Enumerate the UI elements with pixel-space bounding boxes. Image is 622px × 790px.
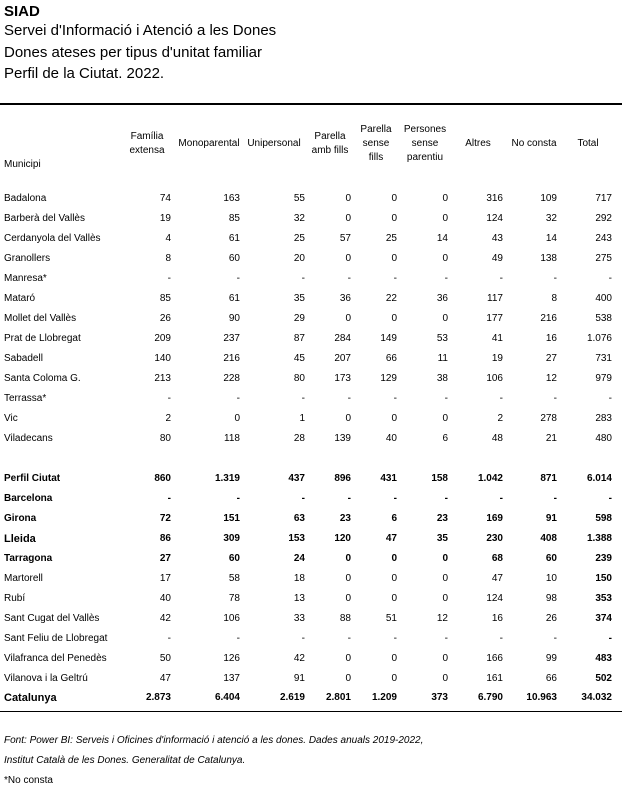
row-total-cell: 538: [595, 313, 612, 324]
table-cell: 0: [391, 253, 397, 264]
table-cell: 21: [545, 433, 557, 444]
table-cell: 61: [228, 293, 240, 304]
table-cell: 66: [545, 673, 557, 684]
table-cell: 166: [486, 653, 503, 664]
table-cell: 0: [345, 313, 351, 324]
table-cell: 309: [223, 533, 240, 544]
row-municipi: Catalunya: [4, 692, 57, 704]
column-header: Parella: [314, 131, 346, 142]
table-cell: 0: [442, 653, 448, 664]
row-municipi: Sant Feliu de Llobregat: [4, 633, 108, 644]
table-cell: 23: [339, 513, 351, 524]
table-cell: 18: [293, 573, 305, 584]
report-acronym: SIAD: [4, 3, 40, 20]
column-header: Parella: [360, 124, 392, 135]
table-cell: -: [347, 273, 351, 284]
row-total-cell: 400: [595, 293, 612, 304]
table-cell: 153: [288, 533, 305, 544]
row-municipi: Cerdanyola del Vallès: [4, 233, 101, 244]
table-cell: 19: [159, 213, 171, 224]
row-municipi: Lleida: [4, 533, 36, 545]
table-cell: 12: [436, 613, 448, 624]
table-cell: 0: [391, 593, 397, 604]
table-cell: 284: [334, 333, 351, 344]
table-top-rule: [0, 103, 622, 105]
table-cell: 91: [545, 513, 557, 524]
table-cell: 0: [391, 193, 397, 204]
table-cell: 53: [436, 333, 448, 344]
table-cell: 173: [334, 373, 351, 384]
table-cell: -: [393, 393, 397, 404]
table-cell: 55: [293, 193, 305, 204]
table-cell: 66: [385, 353, 397, 364]
row-total-cell: 1.076: [586, 333, 612, 344]
table-cell: 0: [442, 253, 448, 264]
table-cell: 17: [159, 573, 171, 584]
table-cell: 437: [288, 473, 305, 484]
row-total-cell: 6.014: [586, 473, 612, 484]
table-cell: 431: [380, 473, 397, 484]
table-cell: 316: [486, 193, 503, 204]
table-cell: 58: [228, 573, 240, 584]
row-municipi: Girona: [4, 513, 37, 524]
table-cell: -: [393, 633, 397, 644]
table-cell: 124: [486, 593, 503, 604]
table-cell: -: [347, 493, 351, 504]
table-cell: -: [393, 493, 397, 504]
table-cell: 1: [299, 413, 305, 424]
table-cell: 408: [540, 533, 557, 544]
table-cell: 42: [293, 653, 305, 664]
table-cell: 91: [293, 673, 305, 684]
column-header: Persones: [403, 124, 447, 135]
row-municipi: Santa Coloma G.: [4, 373, 81, 384]
column-header-municipi: Municipi: [4, 159, 41, 170]
row-municipi: Mataró: [4, 293, 36, 304]
table-cell: -: [553, 393, 557, 404]
table-cell: 0: [442, 553, 448, 564]
table-cell: 216: [223, 353, 240, 364]
row-municipi: Badalona: [4, 193, 47, 204]
table-cell: -: [301, 493, 305, 504]
table-cell: 0: [442, 593, 448, 604]
table-cell: -: [167, 493, 171, 504]
table-cell: 0: [442, 193, 448, 204]
table-cell: 216: [540, 313, 557, 324]
table-cell: 1.042: [477, 473, 503, 484]
column-header: No consta: [511, 138, 557, 149]
table-cell: -: [499, 493, 503, 504]
table-cell: 860: [154, 473, 171, 484]
table-bottom-rule: [0, 711, 622, 712]
table-cell: 158: [431, 473, 448, 484]
table-cell: 0: [391, 213, 397, 224]
table-cell: -: [444, 493, 448, 504]
row-total-cell: 353: [595, 593, 612, 604]
table-cell: 213: [154, 373, 171, 384]
table-cell: 68: [491, 553, 503, 564]
row-municipi: Barberà del Vallès: [4, 213, 85, 224]
table-cell: 99: [545, 653, 557, 664]
row-total-cell: -: [608, 273, 612, 284]
table-cell: 2.801: [325, 692, 351, 703]
table-cell: -: [236, 493, 240, 504]
table-cell: 85: [159, 293, 171, 304]
table-cell: 60: [228, 253, 240, 264]
table-cell: 6: [442, 433, 448, 444]
table-cell: 86: [159, 533, 171, 544]
column-header: Família: [130, 131, 164, 142]
table-cell: 35: [436, 533, 448, 544]
footnote: *No consta: [4, 775, 53, 786]
row-municipi: Viladecans: [4, 433, 53, 444]
row-total-cell: -: [608, 393, 612, 404]
table-cell: 19: [491, 353, 503, 364]
row-total-cell: 150: [595, 573, 612, 584]
row-total-cell: 483: [595, 653, 612, 664]
table-cell: 278: [540, 413, 557, 424]
table-cell: -: [553, 273, 557, 284]
table-cell: 25: [385, 233, 397, 244]
column-header: parentiu: [406, 152, 444, 163]
row-total-cell: 239: [595, 553, 612, 564]
row-total-cell: 502: [595, 673, 612, 684]
row-municipi: Mollet del Vallès: [4, 313, 77, 324]
table-cell: 12: [545, 373, 557, 384]
table-cell: 1.209: [371, 692, 397, 703]
table-cell: 0: [345, 553, 351, 564]
column-header: amb fills: [311, 145, 349, 156]
row-total-cell: 292: [595, 213, 612, 224]
row-municipi: Granollers: [4, 253, 51, 264]
table-cell: 137: [223, 673, 240, 684]
table-cell: 45: [293, 353, 305, 364]
table-cell: -: [167, 393, 171, 404]
source-line-2: Institut Català de les Dones. Generalitat de Catalunya.: [4, 755, 246, 766]
row-municipi: Vilafranca del Penedès: [4, 653, 107, 664]
table-cell: 209: [154, 333, 171, 344]
table-cell: -: [236, 393, 240, 404]
table-cell: 10: [545, 573, 557, 584]
row-total-cell: 717: [595, 193, 612, 204]
table-cell: 47: [159, 673, 171, 684]
table-cell: 0: [442, 413, 448, 424]
table-cell: 8: [165, 253, 171, 264]
table-cell: 0: [345, 193, 351, 204]
table-cell: -: [444, 633, 448, 644]
table-cell: 27: [159, 553, 171, 564]
table-cell: 0: [442, 673, 448, 684]
row-municipi: Perfil Ciutat: [4, 473, 61, 484]
table-cell: 16: [545, 333, 557, 344]
table-cell: -: [301, 633, 305, 644]
table-cell: 13: [293, 593, 305, 604]
table-cell: -: [236, 273, 240, 284]
table-cell: 0: [345, 213, 351, 224]
table-cell: 6.790: [477, 692, 503, 703]
table-cell: 129: [380, 373, 397, 384]
table-cell: 0: [442, 573, 448, 584]
row-total-cell: 34.032: [581, 692, 612, 703]
table-cell: 0: [442, 313, 448, 324]
table-cell: 49: [491, 253, 503, 264]
table-cell: 57: [339, 233, 351, 244]
table-cell: 2: [497, 413, 503, 424]
table-cell: -: [301, 393, 305, 404]
table-cell: 0: [391, 413, 397, 424]
table-cell: 63: [293, 513, 305, 524]
table-cell: 60: [545, 553, 557, 564]
table-cell: 80: [159, 433, 171, 444]
row-total-cell: 374: [595, 613, 612, 624]
table-cell: 2.873: [145, 692, 171, 703]
table-cell: 896: [334, 473, 351, 484]
table-cell: 163: [223, 193, 240, 204]
table-cell: 14: [545, 233, 557, 244]
table-cell: 230: [486, 533, 503, 544]
table-cell: 118: [224, 433, 240, 444]
table-cell: 124: [486, 213, 503, 224]
table-cell: 22: [385, 293, 397, 304]
table-cell: 6.404: [214, 692, 240, 703]
table-cell: -: [499, 273, 503, 284]
row-municipi: Vic: [4, 413, 18, 424]
table-cell: 0: [391, 313, 397, 324]
row-total-cell: 979: [595, 373, 612, 384]
table-cell: 43: [491, 233, 503, 244]
row-municipi: Terrassa*: [4, 393, 47, 404]
table-cell: 161: [486, 673, 503, 684]
table-cell: 32: [545, 213, 557, 224]
table-cell: 98: [545, 593, 557, 604]
table-cell: 38: [436, 373, 448, 384]
table-cell: 169: [486, 513, 503, 524]
table-cell: 78: [228, 593, 240, 604]
table-cell: 27: [545, 353, 557, 364]
table-cell: 47: [491, 573, 503, 584]
row-total-cell: 1.388: [586, 533, 612, 544]
table-cell: -: [553, 633, 557, 644]
table-cell: 42: [159, 613, 171, 624]
table-cell: 16: [491, 613, 503, 624]
table-cell: 1.319: [214, 473, 240, 484]
table-cell: 138: [540, 253, 557, 264]
row-total-cell: -: [608, 493, 612, 504]
table-cell: -: [236, 633, 240, 644]
table-cell: 2.619: [279, 692, 305, 703]
table-cell: -: [167, 273, 171, 284]
table-cell: 35: [293, 293, 305, 304]
table-cell: 207: [334, 353, 351, 364]
table-cell: 2: [165, 413, 171, 424]
table-cell: 106: [223, 613, 240, 624]
table-cell: 373: [431, 692, 448, 703]
table-cell: 25: [293, 233, 305, 244]
table-cell: 51: [385, 613, 397, 624]
table-cell: 14: [436, 233, 448, 244]
table-cell: 32: [293, 213, 305, 224]
row-municipi: Barcelona: [4, 493, 53, 504]
table-cell: 0: [345, 253, 351, 264]
table-cell: -: [347, 393, 351, 404]
table-cell: 72: [159, 513, 171, 524]
table-cell: -: [301, 273, 305, 284]
table-cell: -: [393, 273, 397, 284]
table-cell: 11: [437, 353, 448, 364]
table-cell: 0: [391, 553, 397, 564]
table-cell: 0: [234, 413, 240, 424]
table-cell: 87: [293, 333, 305, 344]
report-scope: Perfil de la Ciutat. 2022.: [4, 65, 165, 82]
table-cell: -: [444, 393, 448, 404]
table-cell: -: [553, 493, 557, 504]
row-total-cell: 243: [595, 233, 612, 244]
table-cell: 10.963: [526, 692, 557, 703]
table-cell: 88: [339, 613, 351, 624]
table-cell: 0: [345, 673, 351, 684]
table-cell: 126: [223, 653, 240, 664]
column-header: Altres: [465, 138, 491, 149]
table-cell: 36: [339, 293, 351, 304]
table-cell: -: [444, 273, 448, 284]
table-cell: 151: [223, 513, 240, 524]
table-cell: 4: [165, 233, 171, 244]
table-cell: 0: [345, 653, 351, 664]
table-cell: 120: [334, 533, 351, 544]
table-cell: 237: [223, 333, 240, 344]
column-header: fills: [368, 152, 384, 163]
table-cell: 29: [293, 313, 305, 324]
report-subtitle: Dones ateses per tipus d'unitat familiar: [4, 44, 262, 61]
table-cell: 0: [345, 593, 351, 604]
table-cell: 0: [442, 213, 448, 224]
table-cell: 23: [436, 513, 448, 524]
column-header: sense: [362, 138, 390, 149]
row-total-cell: -: [608, 633, 612, 644]
table-cell: 871: [540, 473, 557, 484]
table-cell: 8: [551, 293, 557, 304]
table-cell: 28: [293, 433, 305, 444]
table-cell: 47: [385, 533, 397, 544]
table-cell: 24: [293, 553, 305, 564]
table-cell: 106: [486, 373, 503, 384]
table-cell: -: [347, 633, 351, 644]
table-cell: 109: [540, 193, 557, 204]
table-cell: -: [499, 393, 503, 404]
table-cell: 48: [491, 433, 503, 444]
column-header: Monoparental: [178, 138, 240, 149]
row-municipi: Tarragona: [4, 553, 53, 564]
table-cell: 74: [159, 193, 171, 204]
table-cell: 177: [486, 313, 503, 324]
table-cell: 6: [391, 513, 397, 524]
row-municipi: Sant Cugat del Vallès: [4, 613, 100, 624]
row-total-cell: 275: [595, 253, 612, 264]
row-total-cell: 598: [595, 513, 612, 524]
row-municipi: Vilanova i la Geltrú: [4, 673, 88, 684]
table-cell: 50: [159, 653, 171, 664]
report-title: Servei d'Informació i Atenció a les Dones: [4, 22, 277, 39]
table-cell: 40: [385, 433, 397, 444]
row-municipi: Martorell: [4, 573, 43, 584]
table-cell: 0: [391, 573, 397, 584]
table-cell: 0: [345, 573, 351, 584]
table-cell: 90: [228, 313, 240, 324]
column-header: Total: [577, 138, 599, 149]
table-cell: 85: [228, 213, 240, 224]
row-total-cell: 731: [595, 353, 612, 364]
column-header: extensa: [129, 145, 165, 156]
table-cell: -: [167, 633, 171, 644]
table-cell: -: [499, 633, 503, 644]
table-cell: 0: [391, 673, 397, 684]
column-header: Unipersonal: [247, 138, 301, 149]
table-cell: 40: [159, 593, 171, 604]
table-cell: 20: [293, 253, 305, 264]
row-municipi: Rubí: [4, 593, 26, 604]
source-line-1: Font: Power BI: Serveis i Oficines d'informació i atenció a les dones. Dades anuals 2019-2022,: [4, 735, 424, 746]
table-cell: 60: [228, 553, 240, 564]
table-cell: 149: [380, 333, 397, 344]
row-municipi: Prat de Llobregat: [4, 333, 81, 344]
table-cell: 36: [436, 293, 448, 304]
table-cell: 61: [228, 233, 240, 244]
table-cell: 26: [159, 313, 171, 324]
table-cell: 33: [293, 613, 305, 624]
table-cell: 0: [345, 413, 351, 424]
table-cell: 0: [391, 653, 397, 664]
row-total-cell: 480: [595, 433, 612, 444]
row-municipi: Manresa*: [4, 273, 47, 284]
table-cell: 26: [545, 613, 557, 624]
table-cell: 117: [487, 293, 503, 304]
table-cell: 140: [154, 353, 171, 364]
table-cell: 139: [334, 433, 351, 444]
table-cell: 80: [293, 373, 305, 384]
column-header: sense: [411, 138, 439, 149]
table-cell: 228: [223, 373, 240, 384]
table-cell: 41: [491, 333, 503, 344]
row-municipi: Sabadell: [4, 353, 43, 364]
row-total-cell: 283: [595, 413, 612, 424]
